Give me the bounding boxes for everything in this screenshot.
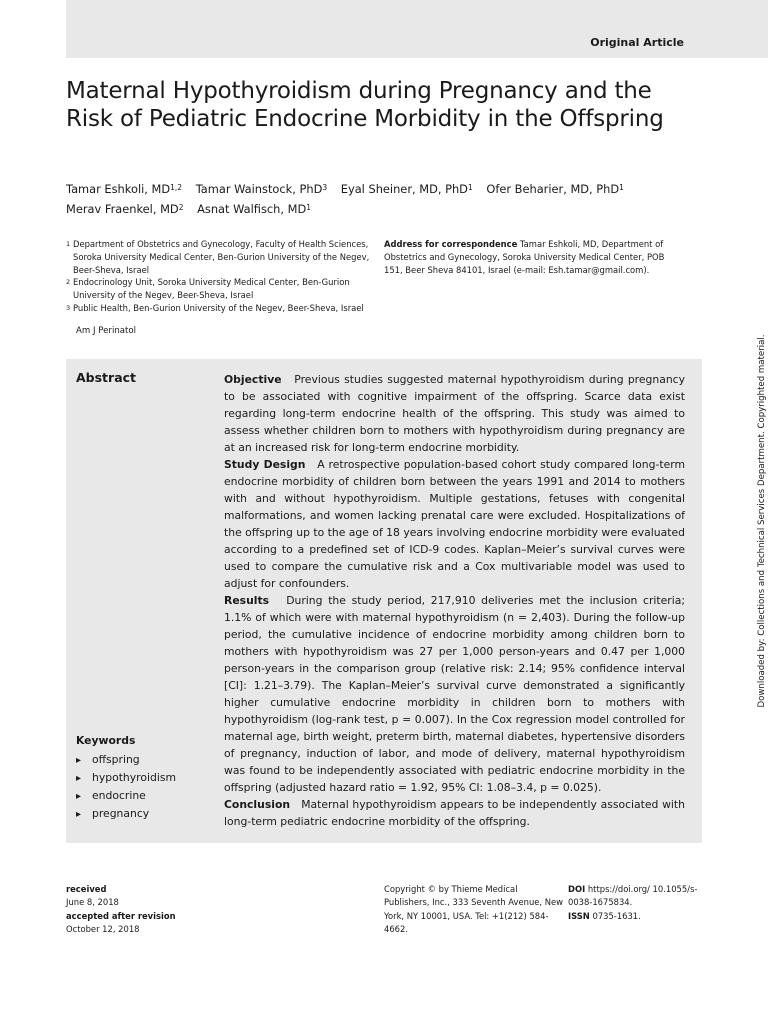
author-list bbox=[66, 179, 706, 219]
affiliation: 1 Department of Obstetrics and Gynecology, Faculty of Health Sciences, Soroka University Medical Center, Ben-Gurion University of the Negev, Beer-Sheva, Israel bbox=[66, 239, 370, 275]
article-type-label: Original Article bbox=[590, 36, 684, 49]
journal-name: Am J Perinatol bbox=[76, 326, 137, 336]
keyword-item: ▸ hypothyroidism bbox=[76, 769, 176, 787]
correspondence: Address for correspondence Tamar Eshkoli, MD, Department of Obstetrics and Gynecology, Soroka University Medical Center, POB 151, Beer Sheva 84101, Israel (e-mail: Esh.tamar@gmail.com). bbox=[384, 239, 665, 275]
author: Merav Fraenkel, $MD^2$ bbox=[66, 202, 184, 216]
author: Eyal Sheiner, MD, PhD$^1$ bbox=[340, 182, 473, 196]
affiliation: 2 Endocrinology Unit, Soroka University Medical Center, Ben-Gurion University of the Negev, Beer-Sheva, Israel bbox=[66, 277, 350, 301]
affiliation: 3 Public Health, Ben-Gurion University of the Negev, Beer-Sheva, Israel bbox=[66, 302, 364, 313]
article-title: Maternal Hypothyroidism during Pregnancy and the Risk of Pediatric Endocrine Morbidity in the Offspring bbox=[66, 78, 664, 132]
footer-doi: DOI https://doi.org/ 10.1055/s-0038-1675834. ISSN 0735-1631. bbox=[568, 884, 698, 921]
author: Tamar Wainstock, PhD$^3$ bbox=[195, 182, 328, 196]
abstract-objective: Objective Previous studies suggested maternal hypothyroidism during pregnancy to be associated with cognitive impairment of the offspring. Scarce data exist regarding long-term endocrine health of the offspring. This study was aimed to assess whether children born to mothers with hypothyroidism during pregnancy are at an increased risk for long-term endocrine morbidity. bbox=[224, 373, 686, 454]
footer-dates: received June 8, 2018 accepted after revision October 12, 2018 bbox=[66, 884, 176, 934]
abstract-heading: Abstract bbox=[76, 370, 137, 385]
keywords-heading: Keywords bbox=[76, 734, 136, 747]
keywords-list bbox=[76, 751, 176, 823]
download-notice-text: Downloaded by: Collections and Technical Services Department. Copyrighted material. bbox=[757, 334, 767, 708]
author: Ofer Beharier, MD, PhD$^1$ bbox=[486, 182, 624, 196]
author: Tamar Eshkoli, MD$^{1,2}$ bbox=[66, 182, 183, 196]
header-bar bbox=[66, 0, 768, 58]
author: Asnat Walfisch, $MD^1$ bbox=[197, 202, 311, 216]
keyword-item: ▸ endocrine bbox=[76, 787, 176, 805]
keyword-item: ▸ pregnancy bbox=[76, 805, 176, 823]
doi-link[interactable]: https://doi.org/ 10.1055/s-0038-1675834. bbox=[568, 884, 698, 908]
keyword-item: ▸ offspring bbox=[76, 751, 176, 769]
affiliations bbox=[66, 238, 376, 315]
download-notice bbox=[752, 316, 768, 736]
abstract-results: Results During the study period, 217,910 deliveries met the inclusion criteria; 1.1% of which were with maternal hypothyroidism (n = 2,403). During the follow-up period, the cumulative incidence of endocrine morbidity among children born to mothers with hypothyroidism was 27 per 1,000 person-years and 0.47 per 1,000 person-years in the comparison group (relative risk: 2.14; 95% confidence interval [CI]: 1.21–3.79). The Kaplan–Meier’s survival curve demonstrated a significantly higher cumulative endocrine morbidity in children born to mothers with hypothyroidism (log-rank test, p = 0.007). In the Cox regression model controlled for maternal age, birth weight, preterm birth, maternal diabetes, hypertensive disorders of pregnancy, induction of labor, and mode of delivery, maternal hypothyroidism was found to be independently associated with pediatric endocrine morbidity in the offspring (adjusted hazard ratio = 1.92, 95% CI: 1.08–3.4, p = 0.025). bbox=[224, 594, 685, 794]
abstract-body bbox=[224, 371, 685, 830]
abstract-design: Study Design A retrospective population-based cohort study compared long-term endocrine morbidity of children born between the years 1991 and 2014 to mothers with and without hypothyroidism. Multiple gestations, fetuses with congenital malformations, and women lacking prenatal care were excluded. Hospitalizations of the offspring up to the age of 18 years involving endocrine morbidity were evaluated according to a predefined set of ICD-9 codes. Kaplan–Meier’s survival curves were used to compare the cumulative risk and a Cox multivariable model was used to adjust for confounders. bbox=[224, 458, 685, 590]
footer-copyright: Copyright © by Thieme Medical Publishers, Inc., 333 Seventh Avenue, New York, NY 10001, USA. Tel: +1(212) 584-4662. bbox=[384, 884, 563, 934]
abstract-conclusion: Conclusion Maternal hypothyroidism appears to be independently associated with long-term pediatric endocrine morbidity of the offspring. bbox=[224, 798, 685, 828]
